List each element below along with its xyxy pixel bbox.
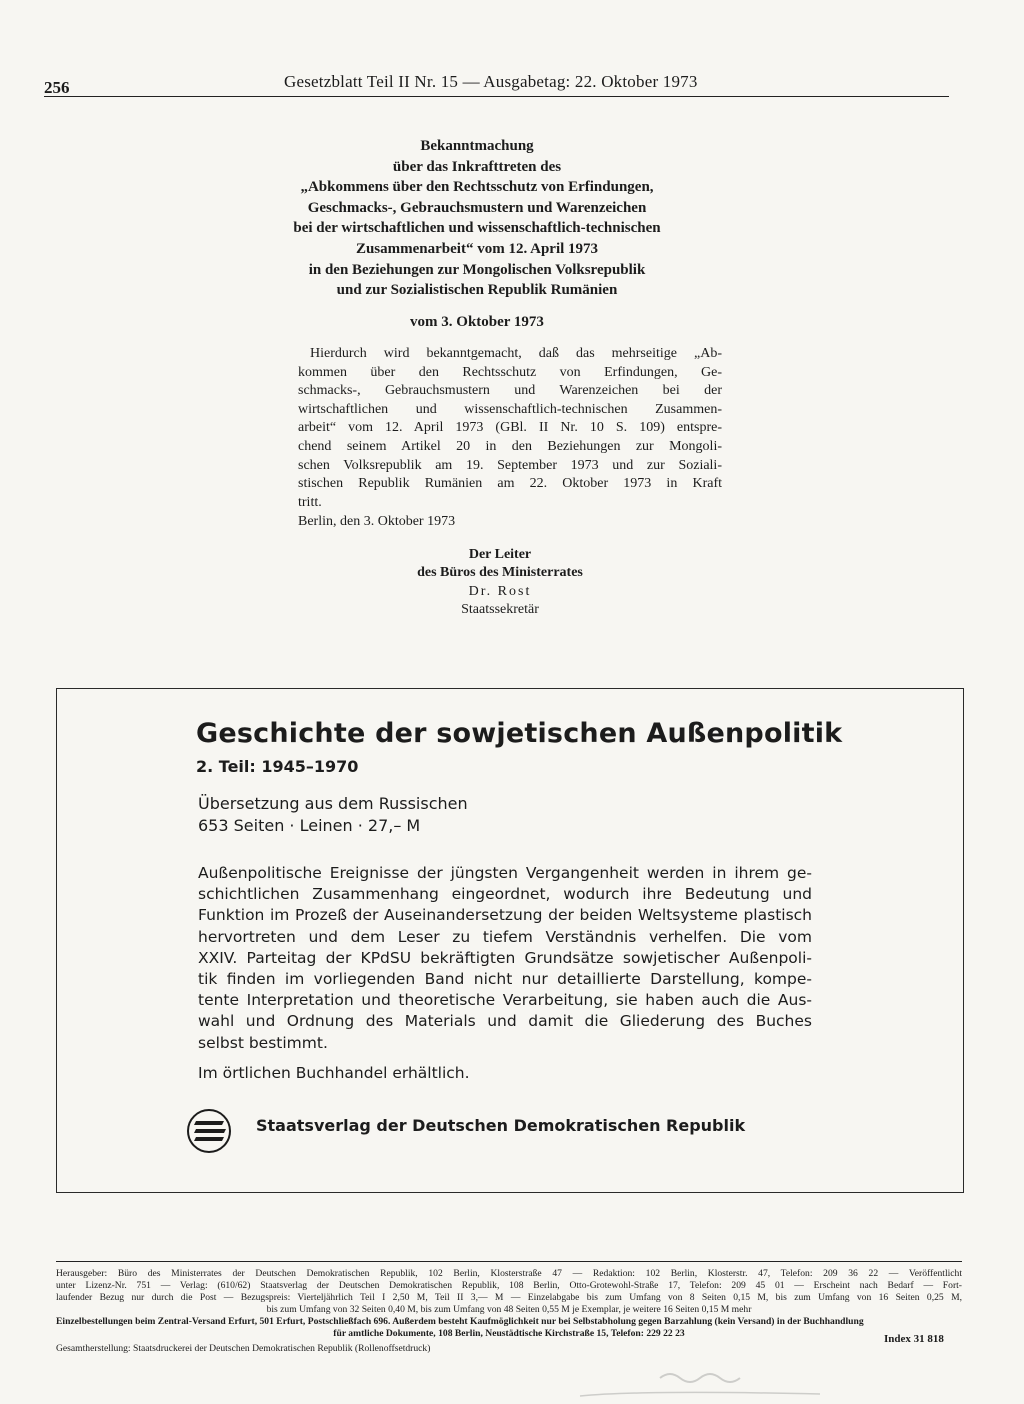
- description-line: XXIV. Parteitag der KPdSU bekräftigten Grundsätze sowjetischer Außenpoli-: [198, 948, 812, 967]
- index-number: Index 31 818: [884, 1333, 944, 1345]
- description-line: Außenpolitische Ereignisse der jüngsten Vergangenheit werden in ihrem ge-: [198, 864, 812, 882]
- description-line: hervortreten und dem Leser zu tiefem Verständnis verhelfen. Die vom: [198, 927, 812, 946]
- body-line: schen Volksrepublik am 19. September 1973 und zur Soziali-: [298, 457, 722, 473]
- announcement-title: [240, 136, 714, 301]
- imprint: [56, 1268, 962, 1340]
- book-translation: Übersetzung aus dem Russischen: [198, 794, 468, 813]
- description-line: wahl und Ordnung des Materials und damit die Gliederung des Buches: [198, 1012, 812, 1031]
- book-description: [198, 863, 812, 1054]
- title-line: in den Beziehungen zur Mongolischen Volksrepublik: [308, 261, 646, 278]
- page-number: 256: [44, 78, 70, 97]
- title-line: über das Inkrafttreten des: [392, 158, 562, 175]
- description-line: tente Interpretation und theoretische Verarbeitung, sie haben auch die Aus-: [198, 991, 812, 1010]
- announcement-date: vom 3. Oktober 1973: [410, 314, 544, 330]
- body-line: chend seinem Artikel 20 in den Beziehungen zur Mongoli-: [298, 438, 722, 454]
- running-head: Gesetzblatt Teil II Nr. 15 — Ausgabetag: 22. Oktober 1973: [284, 72, 698, 91]
- title-line: und zur Sozialistischen Republik Rumänien: [336, 282, 618, 299]
- title-line: Bekanntmachung: [420, 138, 534, 154]
- description-line: selbst bestimmt.: [198, 1033, 328, 1052]
- signatory-position: Staatssekretär: [461, 602, 539, 618]
- imprint-line: Herausgeber: Büro des Ministerrates der Deutschen Demokratischen Republik, 102 Berlin, Klosterstraße 47 — Redaktion: 102 Berlin, Klosterstr. 47, Telefon: 209 36 22 — Veröffentlicht: [56, 1268, 962, 1279]
- imprint-line: Gesamtherstellung: Staatsdruckerei der Deutschen Demokratischen Republik (Rollenoffsetdruck): [56, 1343, 431, 1354]
- imprint-line: laufender Bezug nur durch die Post — Bezugspreis: Vierteljährlich Teil I 2,50 M, Teil II 3,— M — Einzelabgabe bis zum Umfang von 8 Seiten 0,15 M, bis zum Umfang von 16 Seiten 0,25 M,: [56, 1292, 962, 1303]
- title-line: bei der wirtschaftlichen und wissenschaftlich-technischen: [293, 220, 661, 237]
- announcement-body: [298, 345, 722, 512]
- publisher-logo-icon: [186, 1108, 232, 1154]
- footer-rule: [56, 1261, 962, 1262]
- title-line: Zusammenarbeit“ vom 12. April 1973: [355, 240, 599, 257]
- signatory-name: Dr. Rost: [468, 583, 532, 599]
- body-line: Hierdurch wird bekanntgemacht, daß das mehrseitige „Ab-: [310, 346, 722, 361]
- description-line: Funktion im Prozeß der Auseinandersetzung der beiden Weltsysteme plastisch: [198, 906, 812, 925]
- description-line: tik finden im vorliegenden Band nicht nur detaillierte Darstellung, kompe-: [198, 970, 812, 989]
- title-line: Geschmacks-, Gebrauchsmustern und Warenzeichen: [307, 199, 647, 216]
- signatory-title: Der Leiter: [468, 547, 532, 562]
- signature-block: [380, 546, 620, 620]
- title-line: „Abkommens über den Rechtsschutz von Erfindungen,: [300, 179, 654, 196]
- book-availability: Im örtlichen Buchhandel erhältlich.: [198, 1064, 470, 1082]
- body-line: wirtschaftlichen und wissenschaftlich-technischen Zusammen-: [298, 401, 722, 417]
- imprint-line: bis zum Umfang von 32 Seiten 0,40 M, bis zum Umfang von 48 Seiten 0,55 M je Exemplar, je weitere 16 Seiten 0,15 M mehr: [266, 1304, 752, 1315]
- body-line: tritt.: [298, 494, 322, 510]
- publisher-name: Staatsverlag der Deutschen Demokratischen Republik: [256, 1116, 746, 1135]
- description-line: schichtlichen Zusammenhang eingeordnet, wodurch ihre Bedeutung und: [198, 885, 812, 904]
- signatory-office: des Büros des Ministerrates: [417, 565, 583, 581]
- book-details: 653 Seiten · Leinen · 27,– M: [198, 816, 421, 835]
- place-date: Berlin, den 3. Oktober 1973: [298, 514, 456, 529]
- bleed-through-marks: [560, 1360, 860, 1400]
- book-title: Geschichte der sowjetischen Außenpolitik: [196, 718, 843, 749]
- book-part: 2. Teil: 1945–1970: [196, 757, 359, 776]
- imprint-line: unter Lizenz-Nr. 751 — Verlag: (610/62) Staatsverlag der Deutschen Demokratischen Republik, 108 Berlin, Otto-Grotewohl-Straße 17, Telefon: 209 45 01 — Erscheint nach Bedarf — Fort-: [56, 1280, 962, 1291]
- body-line: kommen über den Rechtsschutz von Erfindungen, Ge-: [298, 364, 722, 380]
- imprint-line: für amtliche Dokumente, 108 Berlin, Neustädtische Kirchstraße 15, Telefon: 229 22 23: [333, 1328, 685, 1339]
- body-line: schmacks-, Gebrauchsmustern und Warenzeichen bei der: [298, 383, 722, 399]
- header-rule: [44, 96, 949, 97]
- imprint-line: Einzelbestellungen beim Zentral-Versand Erfurt, 501 Erfurt, Postschließfach 696. Außerdem besteht Kaufmöglichkeit nur bei Selbstabholung gegen Barzahlung (kein Versand) in der Buchhandlung: [56, 1316, 864, 1327]
- body-line: stischen Republik Rumänien am 22. Oktober 1973 in Kraft: [298, 476, 722, 492]
- body-line: arbeit“ vom 12. April 1973 (GBl. II Nr. 10 S. 109) entspre-: [298, 420, 722, 436]
